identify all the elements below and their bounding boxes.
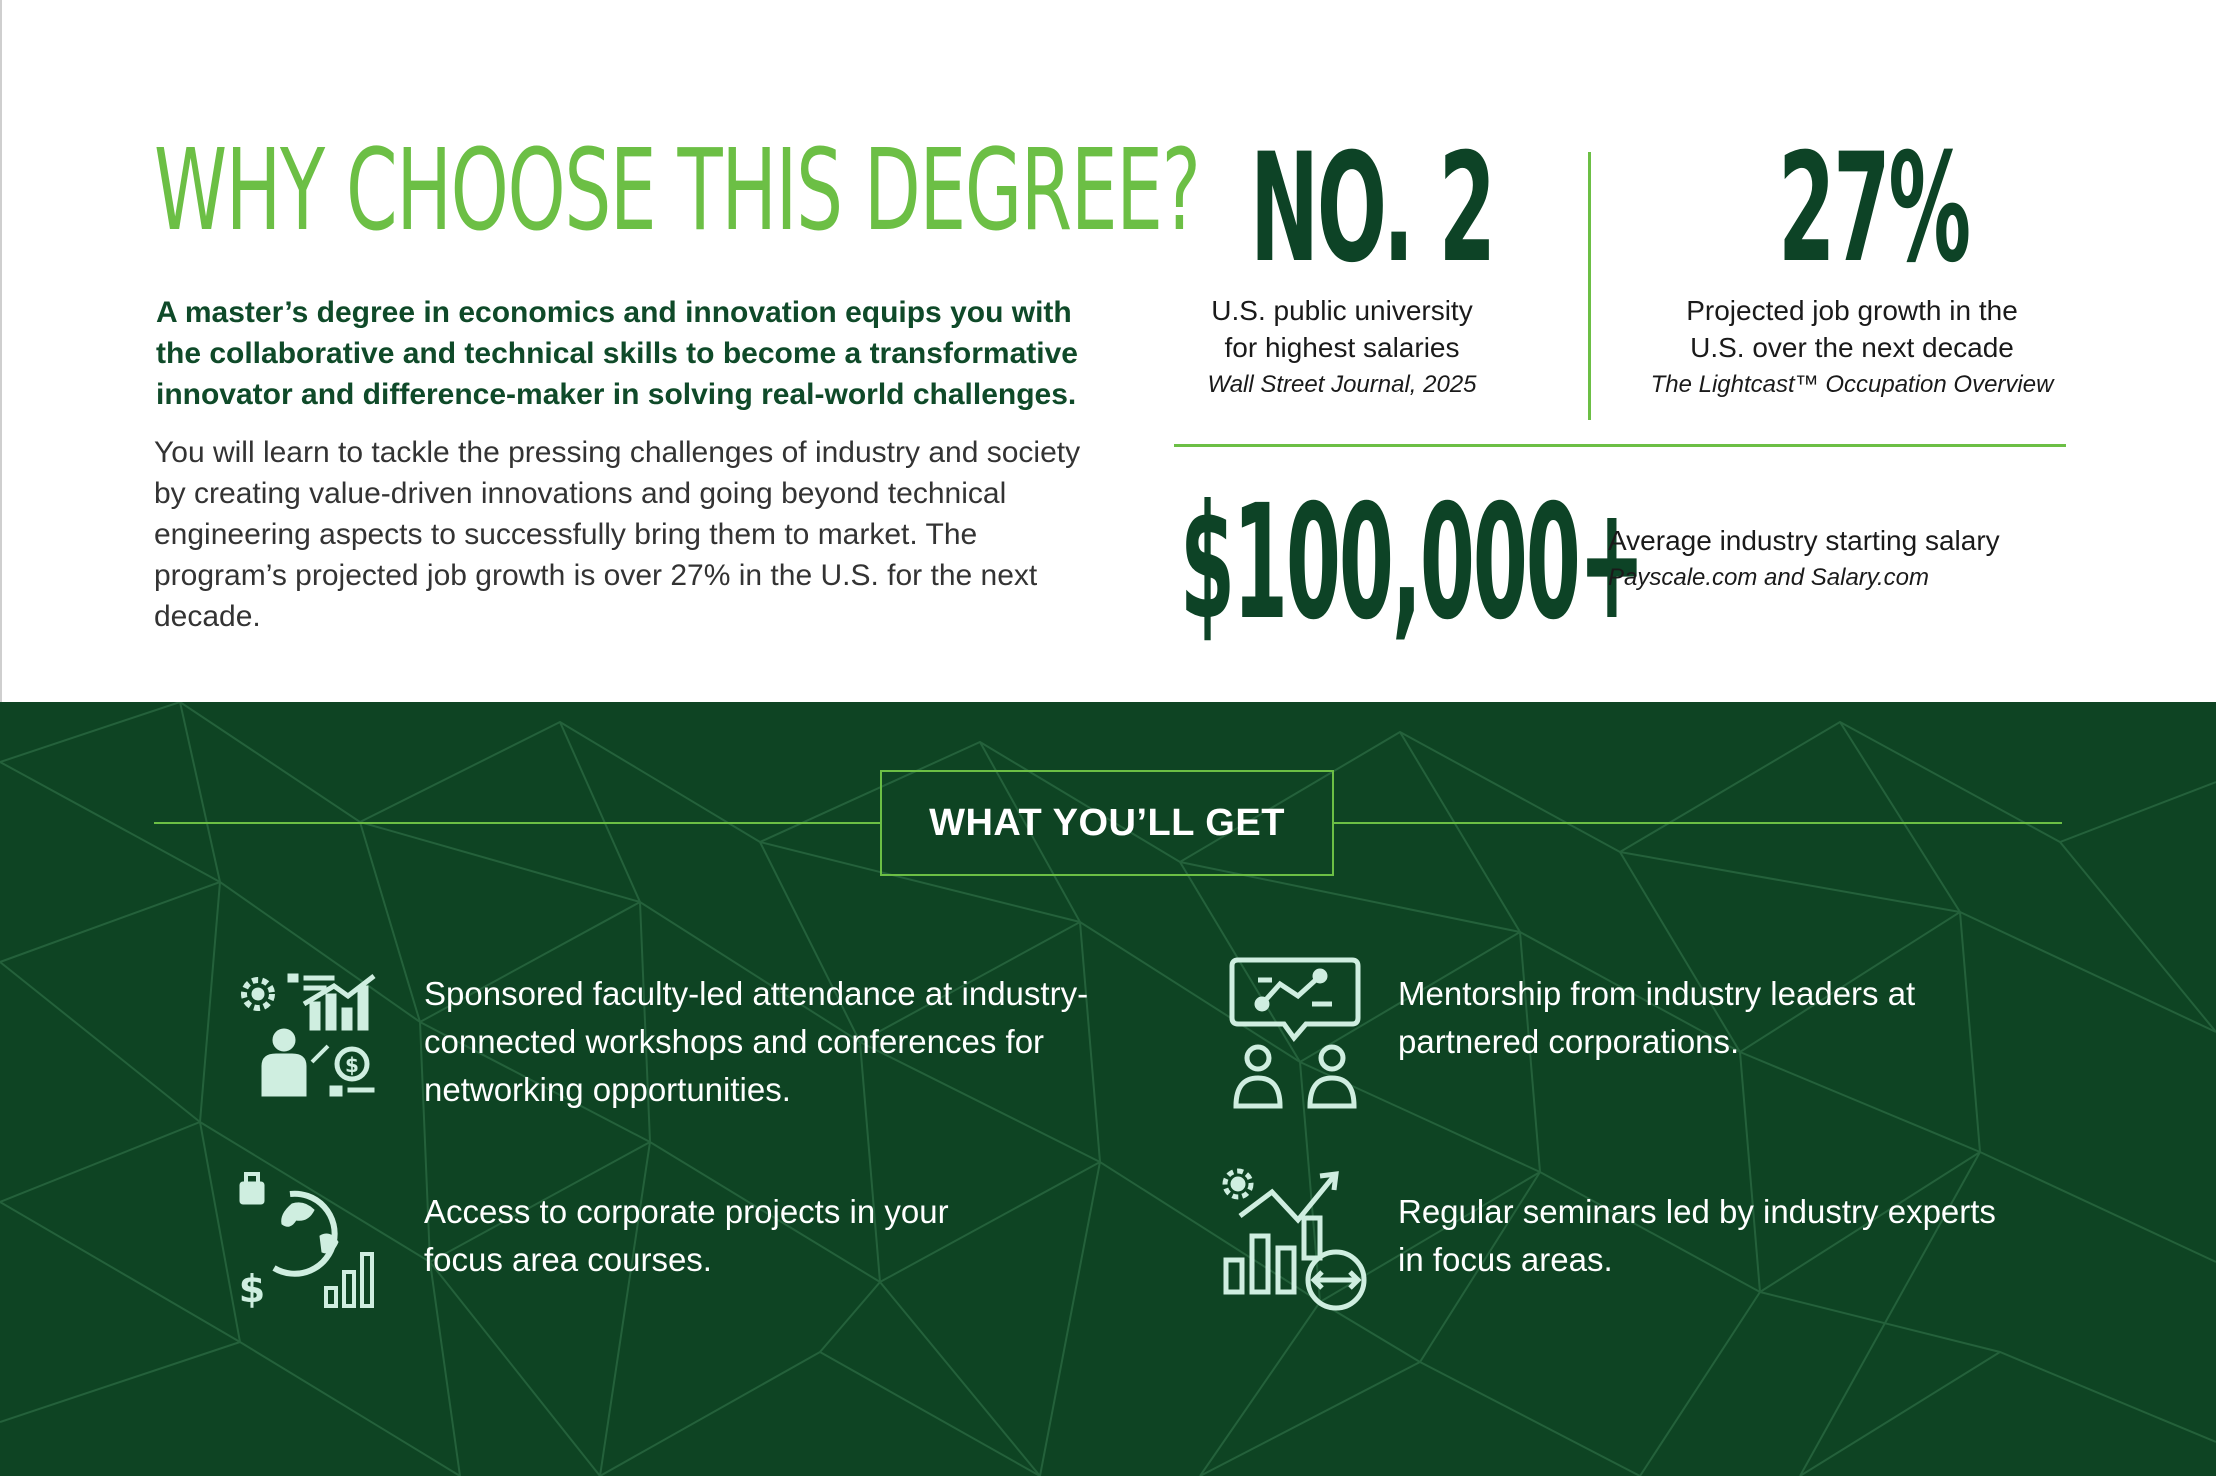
benefit-text-corporate-projects: Access to corporate projects in your focus area courses. [424,1193,949,1278]
vertical-divider [1588,152,1591,420]
svg-text:$: $ [345,1053,359,1077]
svg-text:$: $ [238,1267,266,1310]
global-business-icon [234,1160,382,1310]
growth-stat-line1: Projected job growth in the [1686,295,2018,326]
salary-stat-label: Average industry starting salary [1608,525,2000,556]
rank-stat-line1: U.S. public university [1211,295,1473,326]
rank-stat-source: Wall Street Journal, 2025 [1207,371,1477,398]
mentorship-icon [1228,954,1362,1112]
benefit-text-seminars: Regular seminars led by industry experts in focus areas. [1398,1193,1996,1278]
section-title: WHY CHOOSE THIS DEGREE? [154,126,1200,256]
benefit-text-mentorship: Mentorship from industry leaders at partnered corporations. [1398,975,1916,1060]
rank-stat-caption [1162,292,1522,403]
lead-paragraph: A master’s degree in economics and innovation equips you with the collaborative and technical skills to become a transformative innovator and difference-maker in solving real-world challenges. [156,296,1078,411]
growth-stat-value: 27% [1778,122,1969,296]
body-paragraph: You will learn to tackle the pressing challenges of industry and society by creating value-driven innovations and going beyond technical engineering aspects to successfully bring them to market. The program’s projected job growth is over 27% in the U.S. for the next decade. [154,436,1081,633]
what-you-get-heading: WHAT YOU’LL GET [880,770,1334,876]
growth-stat-source: The Lightcast™ Occupation Overview [1650,371,2054,398]
why-choose-section [0,0,2216,702]
salary-stat-source: Payscale.com and Salary.com [1608,564,1930,591]
benefit-text-networking: Sponsored faculty-led attendance at industry-connected workshops and conferences for networking opportunities. [424,975,1089,1108]
rank-stat-line2: for highest salaries [1224,332,1460,363]
growth-stat-line2: U.S. over the next decade [1690,332,2014,363]
horizontal-divider [1174,444,2066,447]
heading-rule-right [1334,822,2062,824]
heading-rule-left [154,822,880,824]
growth-stat-caption [1622,292,2082,403]
networking-growth-icon [234,968,382,1098]
rank-stat-value: NO. 2 [1250,122,1494,296]
seminar-analytics-icon [1216,1162,1376,1312]
salary-stat-value: $100,000+ [1180,471,1643,655]
salary-stat-caption [1608,522,2108,596]
what-you-get-section [0,702,2216,1476]
